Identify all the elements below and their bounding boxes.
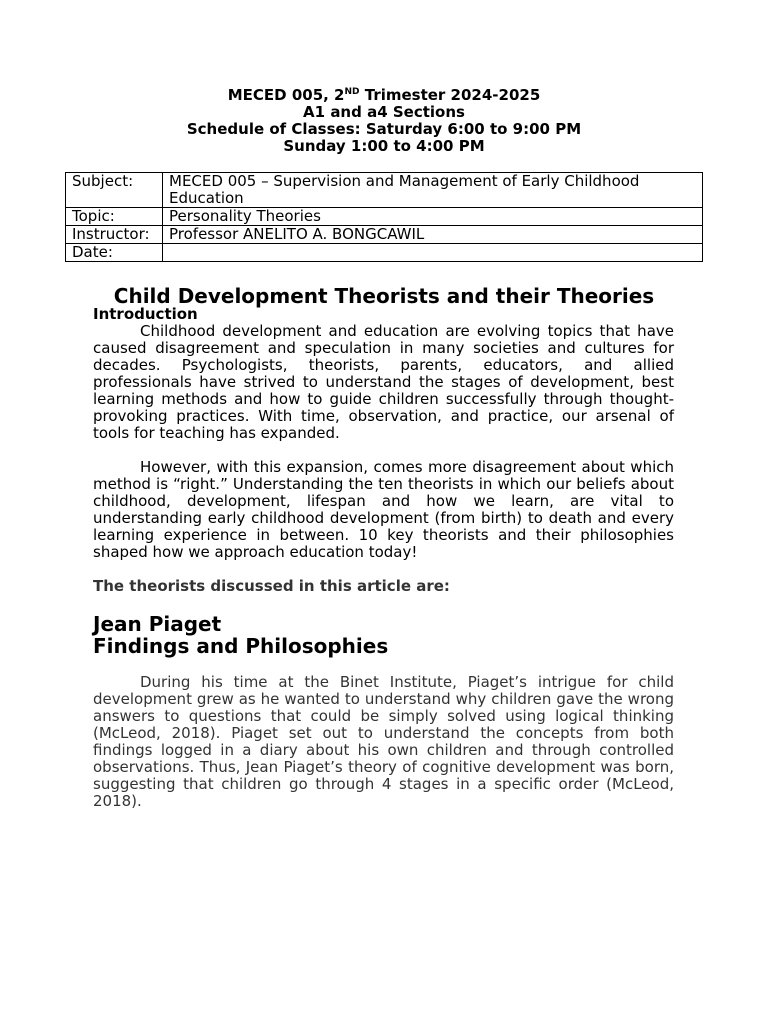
- header-course-code: MECED 005, 2: [227, 86, 345, 104]
- header-line-sunday: Sunday 1:00 to 4:00 PM: [283, 137, 485, 155]
- table-value: Personality Theories: [163, 208, 703, 226]
- header-line-schedule: Schedule of Classes: Saturday 6:00 to 9:00 PM: [186, 120, 582, 138]
- header-superscript: ND: [344, 87, 360, 97]
- section-subheading: Findings and Philosophies: [93, 634, 389, 658]
- table-label: Instructor:: [66, 226, 163, 244]
- table-value: Professor ANELITO A. BONGCAWIL: [163, 226, 703, 244]
- piaget-paragraph: During his time at the Binet Institute, Piaget’s intrigue for child development grew as he wanted to understand why children gave the wrong answers to questions that could be simply solved using logical thinking (McLeod, 2018). Piaget set out to understand the concepts from both findings logged in a diary about his own children and through controlled observations. Thus, Jean Piaget’s theory of cognitive development was born, suggesting that children go through 4 stages in a specific order (McLeod, 2018).: [93, 673, 674, 810]
- intro-paragraph-1: Childhood development and education are evolving topics that have caused disagreement and speculation in many societies and cultures for decades. Psychologists, theorists, parents, educators, and allied professionals have strived to understand the stages of development, best learning methods and how to guide children successfully through thought-provoking practices. With time, observation, and practice, our arsenal of tools for teaching has expanded.: [93, 322, 674, 442]
- intro-heading: Introduction: [93, 305, 198, 323]
- table-value: [163, 244, 703, 262]
- course-header: [0, 87, 768, 155]
- table-label: Date:: [66, 244, 163, 262]
- section-heading-piaget: Jean Piaget: [93, 612, 222, 636]
- table-label: Topic:: [66, 208, 163, 226]
- table-row: [66, 226, 703, 244]
- table-row: [66, 173, 703, 208]
- table-row: [66, 244, 703, 262]
- document-title: Child Development Theorists and their Theories: [113, 284, 655, 308]
- theorists-list-lead: The theorists discussed in this article are:: [93, 577, 450, 595]
- table-value: MECED 005 – Supervision and Management of Early Childhood Education: [163, 173, 703, 208]
- table-label: Subject:: [66, 173, 163, 208]
- intro-paragraph-2: However, with this expansion, comes more disagreement about which method is “right.” Understanding the ten theorists in which our beliefs about childhood, development, lifespan and how we learn, are vital to understanding early childhood development (from birth) to death and every learning experience in between. 10 key theorists and their philosophies shaped how we approach education today!: [93, 458, 674, 561]
- table-row: [66, 208, 703, 226]
- header-trimester: Trimester 2024-2025: [359, 86, 541, 104]
- document-body: [93, 306, 674, 810]
- course-info-table: [65, 172, 703, 262]
- header-line-course: [0, 87, 768, 104]
- header-line-sections: A1 and a4 Sections: [303, 103, 465, 121]
